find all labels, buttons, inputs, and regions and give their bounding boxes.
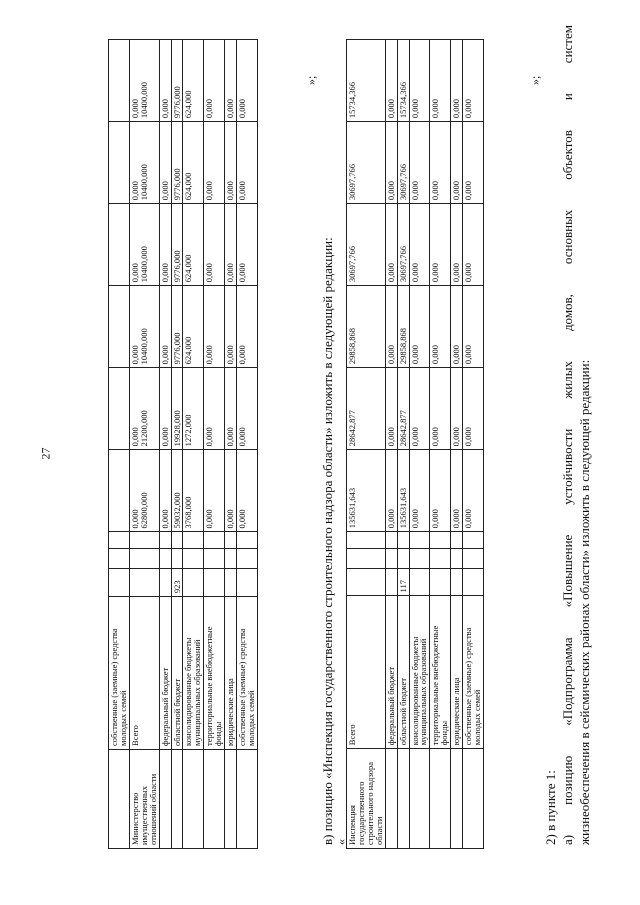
code-cell: [109, 569, 130, 597]
value-cell: 0,000: [430, 40, 451, 122]
instruction-v: в) позицию «Инспекция государственного строительного надзора области» изложить в следующей редакции:: [320, 237, 335, 845]
value-cell: 0,000: [237, 204, 258, 286]
value-cell: 0,000: [409, 286, 430, 368]
source-label: юридические лица: [451, 596, 463, 749]
source-label: Всего: [347, 596, 386, 749]
empty-cell: [451, 532, 463, 549]
value-cell: 28642,877: [397, 368, 409, 450]
source-label: федеральный бюджет: [385, 596, 397, 749]
page-number: 27: [38, 447, 53, 460]
source-label: консолидированные бюджеты муниципальных образований: [183, 597, 204, 750]
funding-table-ministry: [108, 39, 258, 849]
source-label: территориальные внебюджетные фонды: [430, 596, 451, 749]
value-cell: 624,000: [183, 40, 204, 122]
empty-cell: [129, 549, 159, 569]
empty-cell: [171, 549, 183, 569]
value-cell: 28642,877: [347, 368, 386, 450]
empty-cell: [451, 549, 463, 569]
value-cell: 0,000: [463, 286, 484, 368]
value-cell: 624,000: [183, 122, 204, 204]
value-cell: 30697,766: [397, 122, 409, 204]
value-cell: 0,000: [237, 368, 258, 450]
value-cell: 0,000: [225, 450, 237, 532]
value-cell: 9776,000: [171, 204, 183, 286]
value-cell: 29858,868: [397, 286, 409, 368]
closing-quote-1: »;: [304, 75, 318, 85]
ministry-row: [129, 40, 159, 849]
empty-cell: [409, 532, 430, 549]
code-cell: [385, 568, 397, 595]
value-cell: 0,000: [451, 122, 463, 204]
funding-table-inspection: [346, 39, 484, 849]
value-cell: [129, 40, 159, 122]
agency-cell: [237, 749, 258, 848]
value-cell: 0,000: [451, 286, 463, 368]
ministry-row: [225, 40, 237, 849]
value-cell: 0,000: [409, 122, 430, 204]
value-cell: [109, 368, 130, 450]
value-cell: 0,000: [385, 450, 397, 532]
value-cell: 30697,766: [347, 204, 386, 286]
empty-cell: [463, 549, 484, 569]
value-cell: 624,000: [183, 204, 204, 286]
ministry-row: [109, 40, 130, 849]
code-cell: [430, 568, 451, 595]
instruction-2: 2) в пункте 1:: [543, 770, 558, 845]
value-cell: [109, 450, 130, 532]
agency-cell: [397, 749, 409, 849]
value-cell: 9776,000: [171, 286, 183, 368]
source-label: областной бюджет: [397, 596, 409, 749]
value-cell: 0,000: [409, 204, 430, 286]
empty-cell: [129, 532, 159, 549]
value-cell: 0,000: [385, 122, 397, 204]
ministry-row: [204, 40, 225, 849]
value-text: 0,000: [129, 345, 140, 365]
empty-cell: [159, 532, 171, 549]
value-cell: [129, 286, 159, 368]
value-cell: 0,000: [430, 122, 451, 204]
value-cell: 0,000: [159, 40, 171, 122]
inspection-row: [463, 40, 484, 849]
code-cell: [237, 569, 258, 597]
ministry-row: [171, 40, 183, 849]
value-text: 10400,000: [138, 328, 149, 365]
value-cell: 0,000: [430, 286, 451, 368]
value-cell: [129, 368, 159, 450]
agency-cell: [463, 749, 484, 849]
code-cell: [463, 568, 484, 595]
instruction-a-line2: жизнеобеспечения в сейсмических районах области» изложить в следующей редакции:: [577, 359, 592, 845]
value-cell: 0,000: [159, 204, 171, 286]
value-cell: 135631,643: [347, 450, 386, 532]
agency-cell: [109, 749, 130, 848]
value-text: 0,000: [129, 181, 140, 201]
value-cell: 1272,000: [183, 368, 204, 450]
value-cell: 0,000: [237, 286, 258, 368]
value-cell: 0,000: [463, 122, 484, 204]
value-text: 0,000: [129, 99, 140, 119]
value-cell: 0,000: [159, 450, 171, 532]
value-cell: 19928,000: [171, 368, 183, 450]
value-cell: 0,000: [225, 368, 237, 450]
value-cell: 0,000: [204, 204, 225, 286]
empty-cell: [385, 549, 397, 569]
value-cell: 0,000: [385, 40, 397, 122]
empty-cell: [204, 549, 225, 569]
value-cell: [109, 286, 130, 368]
value-text: 10400,000: [138, 246, 149, 283]
value-cell: 0,000: [409, 368, 430, 450]
value-cell: [129, 450, 159, 532]
value-cell: 0,000: [430, 450, 451, 532]
agency-cell: [204, 749, 225, 848]
agency-cell: [409, 749, 430, 849]
empty-cell: [463, 532, 484, 549]
value-cell: 0,000: [385, 286, 397, 368]
empty-cell: [430, 549, 451, 569]
value-cell: 0,000: [159, 122, 171, 204]
value-cell: 0,000: [159, 368, 171, 450]
code-cell: 923: [171, 569, 183, 597]
agency-cell: [385, 749, 397, 849]
value-cell: 0,000: [451, 450, 463, 532]
ministry-row: [159, 40, 171, 849]
inspection-row: [347, 40, 386, 849]
source-label: областной бюджет: [171, 597, 183, 750]
value-cell: 0,000: [204, 40, 225, 122]
agency-cell: [183, 749, 204, 848]
value-cell: 0,000: [159, 286, 171, 368]
empty-cell: [109, 532, 130, 549]
empty-cell: [183, 532, 204, 549]
empty-cell: [397, 549, 409, 569]
empty-cell: [397, 532, 409, 549]
value-cell: 0,000: [225, 122, 237, 204]
source-label: федеральный бюджет: [159, 597, 171, 750]
value-cell: [109, 40, 130, 122]
value-cell: 0,000: [409, 40, 430, 122]
source-label: юридические лица: [225, 597, 237, 750]
value-text: 0,000: [129, 427, 140, 447]
value-cell: 9776,000: [171, 40, 183, 122]
value-cell: 0,000: [463, 204, 484, 286]
source-label: собственные (заемные) средства молодых семей: [237, 597, 258, 750]
value-text: 10400,000: [138, 164, 149, 201]
empty-cell: [159, 549, 171, 569]
value-cell: 30697,766: [347, 122, 386, 204]
empty-cell: [204, 532, 225, 549]
value-cell: [109, 122, 130, 204]
empty-cell: [237, 532, 258, 549]
opening-quote: «: [334, 839, 348, 845]
agency-cell: Министерство имущественных отношений области: [129, 749, 159, 848]
value-cell: 0,000: [237, 450, 258, 532]
agency-cell: Инспекция государственного строительного надзора области: [347, 749, 386, 849]
code-cell: [129, 569, 159, 597]
code-cell: [451, 568, 463, 595]
value-cell: 0,000: [451, 40, 463, 122]
value-cell: 135631,643: [397, 450, 409, 532]
code-cell: 117: [397, 568, 409, 595]
value-cell: 0,000: [204, 122, 225, 204]
empty-cell: [171, 532, 183, 549]
agency-cell: [225, 749, 237, 848]
value-cell: 0,000: [237, 40, 258, 122]
empty-cell: [385, 532, 397, 549]
empty-cell: [109, 549, 130, 569]
value-cell: 0,000: [225, 40, 237, 122]
value-cell: 0,000: [463, 40, 484, 122]
empty-cell: [183, 549, 204, 569]
value-cell: 0,000: [225, 204, 237, 286]
agency-cell: [171, 749, 183, 848]
value-cell: 15734,366: [347, 40, 386, 122]
source-label: консолидированные бюджеты муниципальных образований: [409, 596, 430, 749]
source-label: Всего: [129, 597, 159, 750]
value-text: 62800,000: [138, 492, 149, 529]
value-cell: 0,000: [430, 368, 451, 450]
source-label: собственные (заемные) средства молодых семей: [109, 597, 130, 750]
inspection-row: [397, 40, 409, 849]
value-cell: 624,000: [183, 286, 204, 368]
value-cell: 0,000: [204, 450, 225, 532]
value-cell: 9776,000: [171, 122, 183, 204]
empty-cell: [225, 549, 237, 569]
value-cell: 0,000: [225, 286, 237, 368]
ministry-row: [237, 40, 258, 849]
empty-cell: [430, 532, 451, 549]
value-cell: [129, 204, 159, 286]
code-cell: [409, 568, 430, 595]
source-label: собственные (заемные) средства молодых семей: [463, 596, 484, 749]
value-text: 10400,000: [138, 82, 149, 119]
value-cell: 3768,000: [183, 450, 204, 532]
value-cell: 0,000: [409, 450, 430, 532]
value-cell: 0,000: [451, 204, 463, 286]
inspection-row: [451, 40, 463, 849]
value-cell: 0,000: [385, 368, 397, 450]
empty-cell: [237, 549, 258, 569]
empty-cell: [347, 549, 386, 569]
code-cell: [204, 569, 225, 597]
value-text: 0,000: [129, 509, 140, 529]
code-cell: [225, 569, 237, 597]
code-cell: [159, 569, 171, 597]
inspection-row: [385, 40, 397, 849]
value-text: 21200,000: [138, 410, 149, 447]
source-label: территориальные внебюджетные фонды: [204, 597, 225, 750]
value-text: 0,000: [129, 263, 140, 283]
value-cell: 0,000: [430, 204, 451, 286]
agency-cell: [451, 749, 463, 849]
value-cell: 0,000: [463, 450, 484, 532]
empty-cell: [347, 532, 386, 549]
value-cell: 15734,366: [397, 40, 409, 122]
value-cell: [109, 204, 130, 286]
agency-cell: [430, 749, 451, 849]
value-cell: 0,000: [237, 122, 258, 204]
empty-cell: [409, 549, 430, 569]
value-cell: 59032,000: [171, 450, 183, 532]
value-cell: 29858,868: [347, 286, 386, 368]
inspection-row: [409, 40, 430, 849]
empty-cell: [225, 532, 237, 549]
value-cell: 30697,766: [397, 204, 409, 286]
ministry-row: [183, 40, 204, 849]
value-cell: 0,000: [463, 368, 484, 450]
agency-cell: [159, 749, 171, 848]
code-cell: [183, 569, 204, 597]
closing-quote-2: »;: [528, 75, 542, 85]
inspection-row: [430, 40, 451, 849]
value-cell: [129, 122, 159, 204]
value-cell: 0,000: [385, 204, 397, 286]
value-cell: 0,000: [204, 286, 225, 368]
instruction-a-line1: а) позицию «Подпрограмма «Повышение устойчивости жилых домов, основных объектов и систем: [560, 25, 575, 845]
code-cell: [347, 568, 386, 595]
value-cell: 0,000: [451, 368, 463, 450]
value-cell: 0,000: [204, 368, 225, 450]
